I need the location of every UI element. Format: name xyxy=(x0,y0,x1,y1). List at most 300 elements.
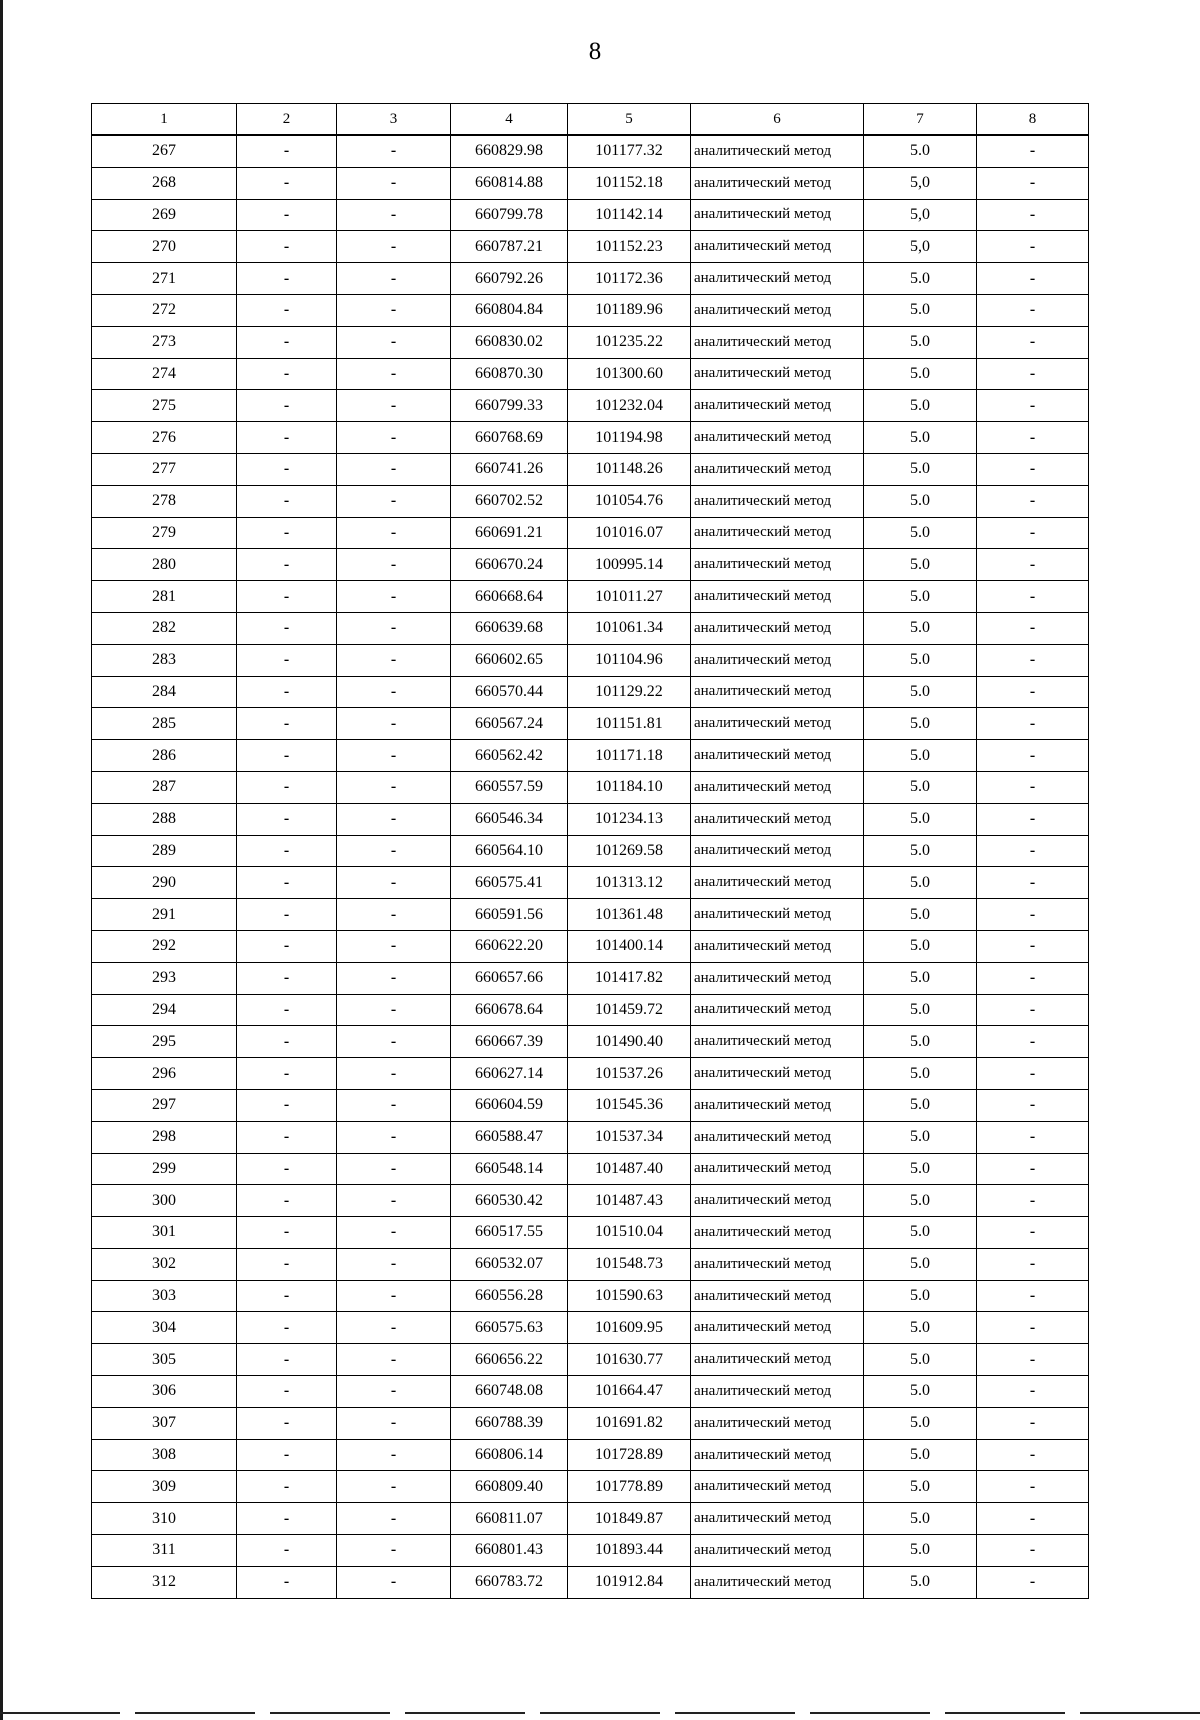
accuracy-cell: 5.0 xyxy=(864,994,977,1026)
point-number-cell: 274 xyxy=(92,358,237,390)
col2-cell: - xyxy=(237,1312,337,1344)
col3-cell: - xyxy=(337,930,451,962)
accuracy-cell: 5.0 xyxy=(864,358,977,390)
point-number-cell: 303 xyxy=(92,1280,237,1312)
col8-cell: - xyxy=(977,1248,1089,1280)
col8-cell: - xyxy=(977,422,1089,454)
y-coordinate-cell: 101171.18 xyxy=(568,740,691,772)
x-coordinate-cell: 660604.59 xyxy=(451,1089,568,1121)
method-cell: аналитический метод xyxy=(691,1535,864,1567)
x-coordinate-cell: 660829.98 xyxy=(451,135,568,167)
col8-cell: - xyxy=(977,263,1089,295)
col3-cell: - xyxy=(337,1121,451,1153)
col3-cell: - xyxy=(337,740,451,772)
y-coordinate-cell: 101104.96 xyxy=(568,644,691,676)
method-cell: аналитический метод xyxy=(691,867,864,899)
point-number-cell: 267 xyxy=(92,135,237,167)
method-cell: аналитический метод xyxy=(691,1217,864,1249)
col2-cell: - xyxy=(237,581,337,613)
col3-cell: - xyxy=(337,263,451,295)
accuracy-cell: 5.0 xyxy=(864,453,977,485)
y-coordinate-cell: 101548.73 xyxy=(568,1248,691,1280)
x-coordinate-cell: 660557.59 xyxy=(451,771,568,803)
accuracy-cell: 5.0 xyxy=(864,708,977,740)
col8-cell: - xyxy=(977,1058,1089,1090)
table-row xyxy=(92,390,1089,422)
x-coordinate-cell: 660814.88 xyxy=(451,167,568,199)
y-coordinate-cell: 101300.60 xyxy=(568,358,691,390)
col3-cell: - xyxy=(337,485,451,517)
y-coordinate-cell: 101235.22 xyxy=(568,326,691,358)
column-header: 1 xyxy=(92,104,237,136)
method-cell: аналитический метод xyxy=(691,1312,864,1344)
x-coordinate-cell: 660530.42 xyxy=(451,1185,568,1217)
y-coordinate-cell: 101487.40 xyxy=(568,1153,691,1185)
col8-cell: - xyxy=(977,612,1089,644)
x-coordinate-cell: 660546.34 xyxy=(451,803,568,835)
col2-cell: - xyxy=(237,135,337,167)
x-coordinate-cell: 660548.14 xyxy=(451,1153,568,1185)
col8-cell: - xyxy=(977,1344,1089,1376)
col8-cell: - xyxy=(977,1471,1089,1503)
col3-cell: - xyxy=(337,453,451,485)
point-number-cell: 291 xyxy=(92,899,237,931)
table-row xyxy=(92,867,1089,899)
method-cell: аналитический метод xyxy=(691,1344,864,1376)
col2-cell: - xyxy=(237,899,337,931)
table-row xyxy=(92,1471,1089,1503)
col2-cell: - xyxy=(237,1280,337,1312)
accuracy-cell: 5.0 xyxy=(864,962,977,994)
col8-cell: - xyxy=(977,994,1089,1026)
y-coordinate-cell: 101609.95 xyxy=(568,1312,691,1344)
col3-cell: - xyxy=(337,1407,451,1439)
x-coordinate-cell: 660670.24 xyxy=(451,549,568,581)
col3-cell: - xyxy=(337,358,451,390)
col3-cell: - xyxy=(337,994,451,1026)
col3-cell: - xyxy=(337,1089,451,1121)
accuracy-cell: 5.0 xyxy=(864,1058,977,1090)
accuracy-cell: 5.0 xyxy=(864,549,977,581)
method-cell: аналитический метод xyxy=(691,517,864,549)
point-number-cell: 271 xyxy=(92,263,237,295)
col2-cell: - xyxy=(237,294,337,326)
y-coordinate-cell: 101151.81 xyxy=(568,708,691,740)
accuracy-cell: 5.0 xyxy=(864,1312,977,1344)
accuracy-cell: 5.0 xyxy=(864,422,977,454)
method-cell: аналитический метод xyxy=(691,612,864,644)
point-number-cell: 312 xyxy=(92,1566,237,1598)
x-coordinate-cell: 660870.30 xyxy=(451,358,568,390)
y-coordinate-cell: 101490.40 xyxy=(568,1026,691,1058)
col2-cell: - xyxy=(237,771,337,803)
accuracy-cell: 5.0 xyxy=(864,1344,977,1376)
x-coordinate-cell: 660556.28 xyxy=(451,1280,568,1312)
y-coordinate-cell: 101778.89 xyxy=(568,1471,691,1503)
x-coordinate-cell: 660811.07 xyxy=(451,1503,568,1535)
table-row xyxy=(92,899,1089,931)
y-coordinate-cell: 101545.36 xyxy=(568,1089,691,1121)
y-coordinate-cell: 101177.32 xyxy=(568,135,691,167)
x-coordinate-cell: 660575.63 xyxy=(451,1312,568,1344)
y-coordinate-cell: 101172.36 xyxy=(568,263,691,295)
col3-cell: - xyxy=(337,517,451,549)
table-row xyxy=(92,581,1089,613)
col8-cell: - xyxy=(977,740,1089,772)
x-coordinate-cell: 660667.39 xyxy=(451,1026,568,1058)
table-row xyxy=(92,1121,1089,1153)
col8-cell: - xyxy=(977,326,1089,358)
col3-cell: - xyxy=(337,612,451,644)
y-coordinate-cell: 101054.76 xyxy=(568,485,691,517)
y-coordinate-cell: 101459.72 xyxy=(568,994,691,1026)
y-coordinate-cell: 101142.14 xyxy=(568,199,691,231)
y-coordinate-cell: 101487.43 xyxy=(568,1185,691,1217)
col8-cell: - xyxy=(977,1312,1089,1344)
col3-cell: - xyxy=(337,1217,451,1249)
method-cell: аналитический метод xyxy=(691,1407,864,1439)
accuracy-cell: 5.0 xyxy=(864,1503,977,1535)
table-row xyxy=(92,930,1089,962)
accuracy-cell: 5.0 xyxy=(864,294,977,326)
col8-cell: - xyxy=(977,1503,1089,1535)
y-coordinate-cell: 101129.22 xyxy=(568,676,691,708)
col8-cell: - xyxy=(977,867,1089,899)
accuracy-cell: 5.0 xyxy=(864,1185,977,1217)
table-row xyxy=(92,1312,1089,1344)
point-number-cell: 306 xyxy=(92,1376,237,1408)
point-number-cell: 268 xyxy=(92,167,237,199)
col2-cell: - xyxy=(237,676,337,708)
y-coordinate-cell: 101189.96 xyxy=(568,294,691,326)
y-coordinate-cell: 101016.07 xyxy=(568,517,691,549)
accuracy-cell: 5.0 xyxy=(864,263,977,295)
col3-cell: - xyxy=(337,549,451,581)
table-row xyxy=(92,644,1089,676)
point-number-cell: 301 xyxy=(92,1217,237,1249)
col2-cell: - xyxy=(237,231,337,263)
col3-cell: - xyxy=(337,422,451,454)
x-coordinate-cell: 660562.42 xyxy=(451,740,568,772)
table-row xyxy=(92,1153,1089,1185)
method-cell: аналитический метод xyxy=(691,1503,864,1535)
accuracy-cell: 5.0 xyxy=(864,485,977,517)
point-number-cell: 286 xyxy=(92,740,237,772)
table-row xyxy=(92,485,1089,517)
y-coordinate-cell: 101152.18 xyxy=(568,167,691,199)
col8-cell: - xyxy=(977,390,1089,422)
method-cell: аналитический метод xyxy=(691,994,864,1026)
method-cell: аналитический метод xyxy=(691,803,864,835)
y-coordinate-cell: 101400.14 xyxy=(568,930,691,962)
point-number-cell: 309 xyxy=(92,1471,237,1503)
scan-edge-bottom xyxy=(0,1712,1200,1714)
col2-cell: - xyxy=(237,326,337,358)
col8-cell: - xyxy=(977,962,1089,994)
y-coordinate-cell: 101361.48 xyxy=(568,899,691,931)
accuracy-cell: 5,0 xyxy=(864,231,977,263)
col8-cell: - xyxy=(977,517,1089,549)
table-row xyxy=(92,1280,1089,1312)
method-cell: аналитический метод xyxy=(691,899,864,931)
accuracy-cell: 5.0 xyxy=(864,326,977,358)
col3-cell: - xyxy=(337,199,451,231)
point-number-cell: 272 xyxy=(92,294,237,326)
point-number-cell: 299 xyxy=(92,1153,237,1185)
table-row xyxy=(92,549,1089,581)
col8-cell: - xyxy=(977,1121,1089,1153)
table-row xyxy=(92,422,1089,454)
x-coordinate-cell: 660830.02 xyxy=(451,326,568,358)
point-number-cell: 276 xyxy=(92,422,237,454)
col2-cell: - xyxy=(237,803,337,835)
x-coordinate-cell: 660792.26 xyxy=(451,263,568,295)
point-number-cell: 310 xyxy=(92,1503,237,1535)
scan-edge-left xyxy=(0,0,3,1720)
accuracy-cell: 5.0 xyxy=(864,517,977,549)
table-row xyxy=(92,1535,1089,1567)
point-number-cell: 288 xyxy=(92,803,237,835)
page-number: 8 xyxy=(588,38,602,65)
col3-cell: - xyxy=(337,1376,451,1408)
col2-cell: - xyxy=(237,867,337,899)
accuracy-cell: 5.0 xyxy=(864,581,977,613)
col2-cell: - xyxy=(237,1503,337,1535)
point-number-cell: 278 xyxy=(92,485,237,517)
accuracy-cell: 5.0 xyxy=(864,867,977,899)
col3-cell: - xyxy=(337,1248,451,1280)
method-cell: аналитический метод xyxy=(691,1089,864,1121)
col3-cell: - xyxy=(337,1503,451,1535)
method-cell: аналитический метод xyxy=(691,358,864,390)
x-coordinate-cell: 660668.64 xyxy=(451,581,568,613)
col2-cell: - xyxy=(237,740,337,772)
x-coordinate-cell: 660567.24 xyxy=(451,708,568,740)
point-number-cell: 290 xyxy=(92,867,237,899)
x-coordinate-cell: 660656.22 xyxy=(451,1344,568,1376)
table-row xyxy=(92,1248,1089,1280)
col2-cell: - xyxy=(237,1026,337,1058)
col3-cell: - xyxy=(337,1471,451,1503)
accuracy-cell: 5.0 xyxy=(864,612,977,644)
col8-cell: - xyxy=(977,358,1089,390)
y-coordinate-cell: 101893.44 xyxy=(568,1535,691,1567)
y-coordinate-cell: 101011.27 xyxy=(568,581,691,613)
col8-cell: - xyxy=(977,644,1089,676)
table-row xyxy=(92,1185,1089,1217)
method-cell: аналитический метод xyxy=(691,199,864,231)
col2-cell: - xyxy=(237,644,337,676)
x-coordinate-cell: 660602.65 xyxy=(451,644,568,676)
accuracy-cell: 5.0 xyxy=(864,135,977,167)
column-header: 3 xyxy=(337,104,451,136)
accuracy-cell: 5.0 xyxy=(864,676,977,708)
point-number-cell: 279 xyxy=(92,517,237,549)
col3-cell: - xyxy=(337,326,451,358)
x-coordinate-cell: 660622.20 xyxy=(451,930,568,962)
col2-cell: - xyxy=(237,1407,337,1439)
x-coordinate-cell: 660591.56 xyxy=(451,899,568,931)
method-cell: аналитический метод xyxy=(691,453,864,485)
col8-cell: - xyxy=(977,1217,1089,1249)
y-coordinate-cell: 101912.84 xyxy=(568,1566,691,1598)
col2-cell: - xyxy=(237,390,337,422)
col8-cell: - xyxy=(977,231,1089,263)
method-cell: аналитический метод xyxy=(691,1058,864,1090)
column-header: 4 xyxy=(451,104,568,136)
col8-cell: - xyxy=(977,899,1089,931)
x-coordinate-cell: 660788.39 xyxy=(451,1407,568,1439)
accuracy-cell: 5.0 xyxy=(864,1535,977,1567)
col8-cell: - xyxy=(977,1153,1089,1185)
y-coordinate-cell: 101630.77 xyxy=(568,1344,691,1376)
col3-cell: - xyxy=(337,1280,451,1312)
x-coordinate-cell: 660741.26 xyxy=(451,453,568,485)
table-body xyxy=(92,135,1089,1598)
method-cell: аналитический метод xyxy=(691,962,864,994)
x-coordinate-cell: 660657.66 xyxy=(451,962,568,994)
col2-cell: - xyxy=(237,962,337,994)
y-coordinate-cell: 101537.26 xyxy=(568,1058,691,1090)
col3-cell: - xyxy=(337,676,451,708)
point-number-cell: 273 xyxy=(92,326,237,358)
column-header: 5 xyxy=(568,104,691,136)
x-coordinate-cell: 660806.14 xyxy=(451,1439,568,1471)
col2-cell: - xyxy=(237,708,337,740)
point-number-cell: 277 xyxy=(92,453,237,485)
point-number-cell: 304 xyxy=(92,1312,237,1344)
method-cell: аналитический метод xyxy=(691,644,864,676)
col8-cell: - xyxy=(977,1439,1089,1471)
table-row xyxy=(92,740,1089,772)
y-coordinate-cell: 101728.89 xyxy=(568,1439,691,1471)
col2-cell: - xyxy=(237,1121,337,1153)
accuracy-cell: 5,0 xyxy=(864,199,977,231)
x-coordinate-cell: 660575.41 xyxy=(451,867,568,899)
table-row xyxy=(92,135,1089,167)
y-coordinate-cell: 101417.82 xyxy=(568,962,691,994)
accuracy-cell: 5.0 xyxy=(864,1089,977,1121)
col3-cell: - xyxy=(337,1312,451,1344)
table-row xyxy=(92,453,1089,485)
y-coordinate-cell: 101664.47 xyxy=(568,1376,691,1408)
y-coordinate-cell: 101691.82 xyxy=(568,1407,691,1439)
point-number-cell: 270 xyxy=(92,231,237,263)
table-row xyxy=(92,1376,1089,1408)
col2-cell: - xyxy=(237,453,337,485)
accuracy-cell: 5.0 xyxy=(864,1471,977,1503)
x-coordinate-cell: 660570.44 xyxy=(451,676,568,708)
point-number-cell: 297 xyxy=(92,1089,237,1121)
x-coordinate-cell: 660801.43 xyxy=(451,1535,568,1567)
method-cell: аналитический метод xyxy=(691,422,864,454)
method-cell: аналитический метод xyxy=(691,263,864,295)
col2-cell: - xyxy=(237,1471,337,1503)
point-number-cell: 284 xyxy=(92,676,237,708)
point-number-cell: 275 xyxy=(92,390,237,422)
table-row xyxy=(92,771,1089,803)
col2-cell: - xyxy=(237,1376,337,1408)
col3-cell: - xyxy=(337,771,451,803)
col8-cell: - xyxy=(977,771,1089,803)
y-coordinate-cell: 101510.04 xyxy=(568,1217,691,1249)
x-coordinate-cell: 660691.21 xyxy=(451,517,568,549)
accuracy-cell: 5,0 xyxy=(864,167,977,199)
x-coordinate-cell: 660702.52 xyxy=(451,485,568,517)
x-coordinate-cell: 660748.08 xyxy=(451,1376,568,1408)
method-cell: аналитический метод xyxy=(691,740,864,772)
table-row xyxy=(92,326,1089,358)
x-coordinate-cell: 660768.69 xyxy=(451,422,568,454)
table-row xyxy=(92,294,1089,326)
col2-cell: - xyxy=(237,994,337,1026)
table-row xyxy=(92,1089,1089,1121)
y-coordinate-cell: 101148.26 xyxy=(568,453,691,485)
col3-cell: - xyxy=(337,1439,451,1471)
method-cell: аналитический метод xyxy=(691,581,864,613)
table-row xyxy=(92,231,1089,263)
x-coordinate-cell: 660517.55 xyxy=(451,1217,568,1249)
y-coordinate-cell: 101152.23 xyxy=(568,231,691,263)
y-coordinate-cell: 101184.10 xyxy=(568,771,691,803)
method-cell: аналитический метод xyxy=(691,771,864,803)
x-coordinate-cell: 660627.14 xyxy=(451,1058,568,1090)
x-coordinate-cell: 660787.21 xyxy=(451,231,568,263)
method-cell: аналитический метод xyxy=(691,1471,864,1503)
col3-cell: - xyxy=(337,1566,451,1598)
method-cell: аналитический метод xyxy=(691,231,864,263)
col8-cell: - xyxy=(977,1089,1089,1121)
y-coordinate-cell: 101537.34 xyxy=(568,1121,691,1153)
header-row xyxy=(92,104,1089,136)
method-cell: аналитический метод xyxy=(691,485,864,517)
col2-cell: - xyxy=(237,1153,337,1185)
accuracy-cell: 5.0 xyxy=(864,899,977,931)
point-number-cell: 280 xyxy=(92,549,237,581)
method-cell: аналитический метод xyxy=(691,930,864,962)
accuracy-cell: 5.0 xyxy=(864,803,977,835)
col3-cell: - xyxy=(337,167,451,199)
col3-cell: - xyxy=(337,1153,451,1185)
y-coordinate-cell: 101061.34 xyxy=(568,612,691,644)
table-row xyxy=(92,1217,1089,1249)
accuracy-cell: 5.0 xyxy=(864,1439,977,1471)
y-coordinate-cell: 101194.98 xyxy=(568,422,691,454)
col8-cell: - xyxy=(977,199,1089,231)
point-number-cell: 269 xyxy=(92,199,237,231)
method-cell: аналитический метод xyxy=(691,1376,864,1408)
col3-cell: - xyxy=(337,1344,451,1376)
col2-cell: - xyxy=(237,1248,337,1280)
y-coordinate-cell: 101849.87 xyxy=(568,1503,691,1535)
accuracy-cell: 5.0 xyxy=(864,1407,977,1439)
col8-cell: - xyxy=(977,549,1089,581)
accuracy-cell: 5.0 xyxy=(864,1376,977,1408)
table-row xyxy=(92,676,1089,708)
col8-cell: - xyxy=(977,581,1089,613)
col3-cell: - xyxy=(337,1058,451,1090)
col2-cell: - xyxy=(237,263,337,295)
y-coordinate-cell: 101234.13 xyxy=(568,803,691,835)
column-header: 6 xyxy=(691,104,864,136)
x-coordinate-cell: 660799.33 xyxy=(451,390,568,422)
col2-cell: - xyxy=(237,199,337,231)
point-number-cell: 281 xyxy=(92,581,237,613)
col3-cell: - xyxy=(337,803,451,835)
col8-cell: - xyxy=(977,294,1089,326)
col3-cell: - xyxy=(337,231,451,263)
col2-cell: - xyxy=(237,358,337,390)
